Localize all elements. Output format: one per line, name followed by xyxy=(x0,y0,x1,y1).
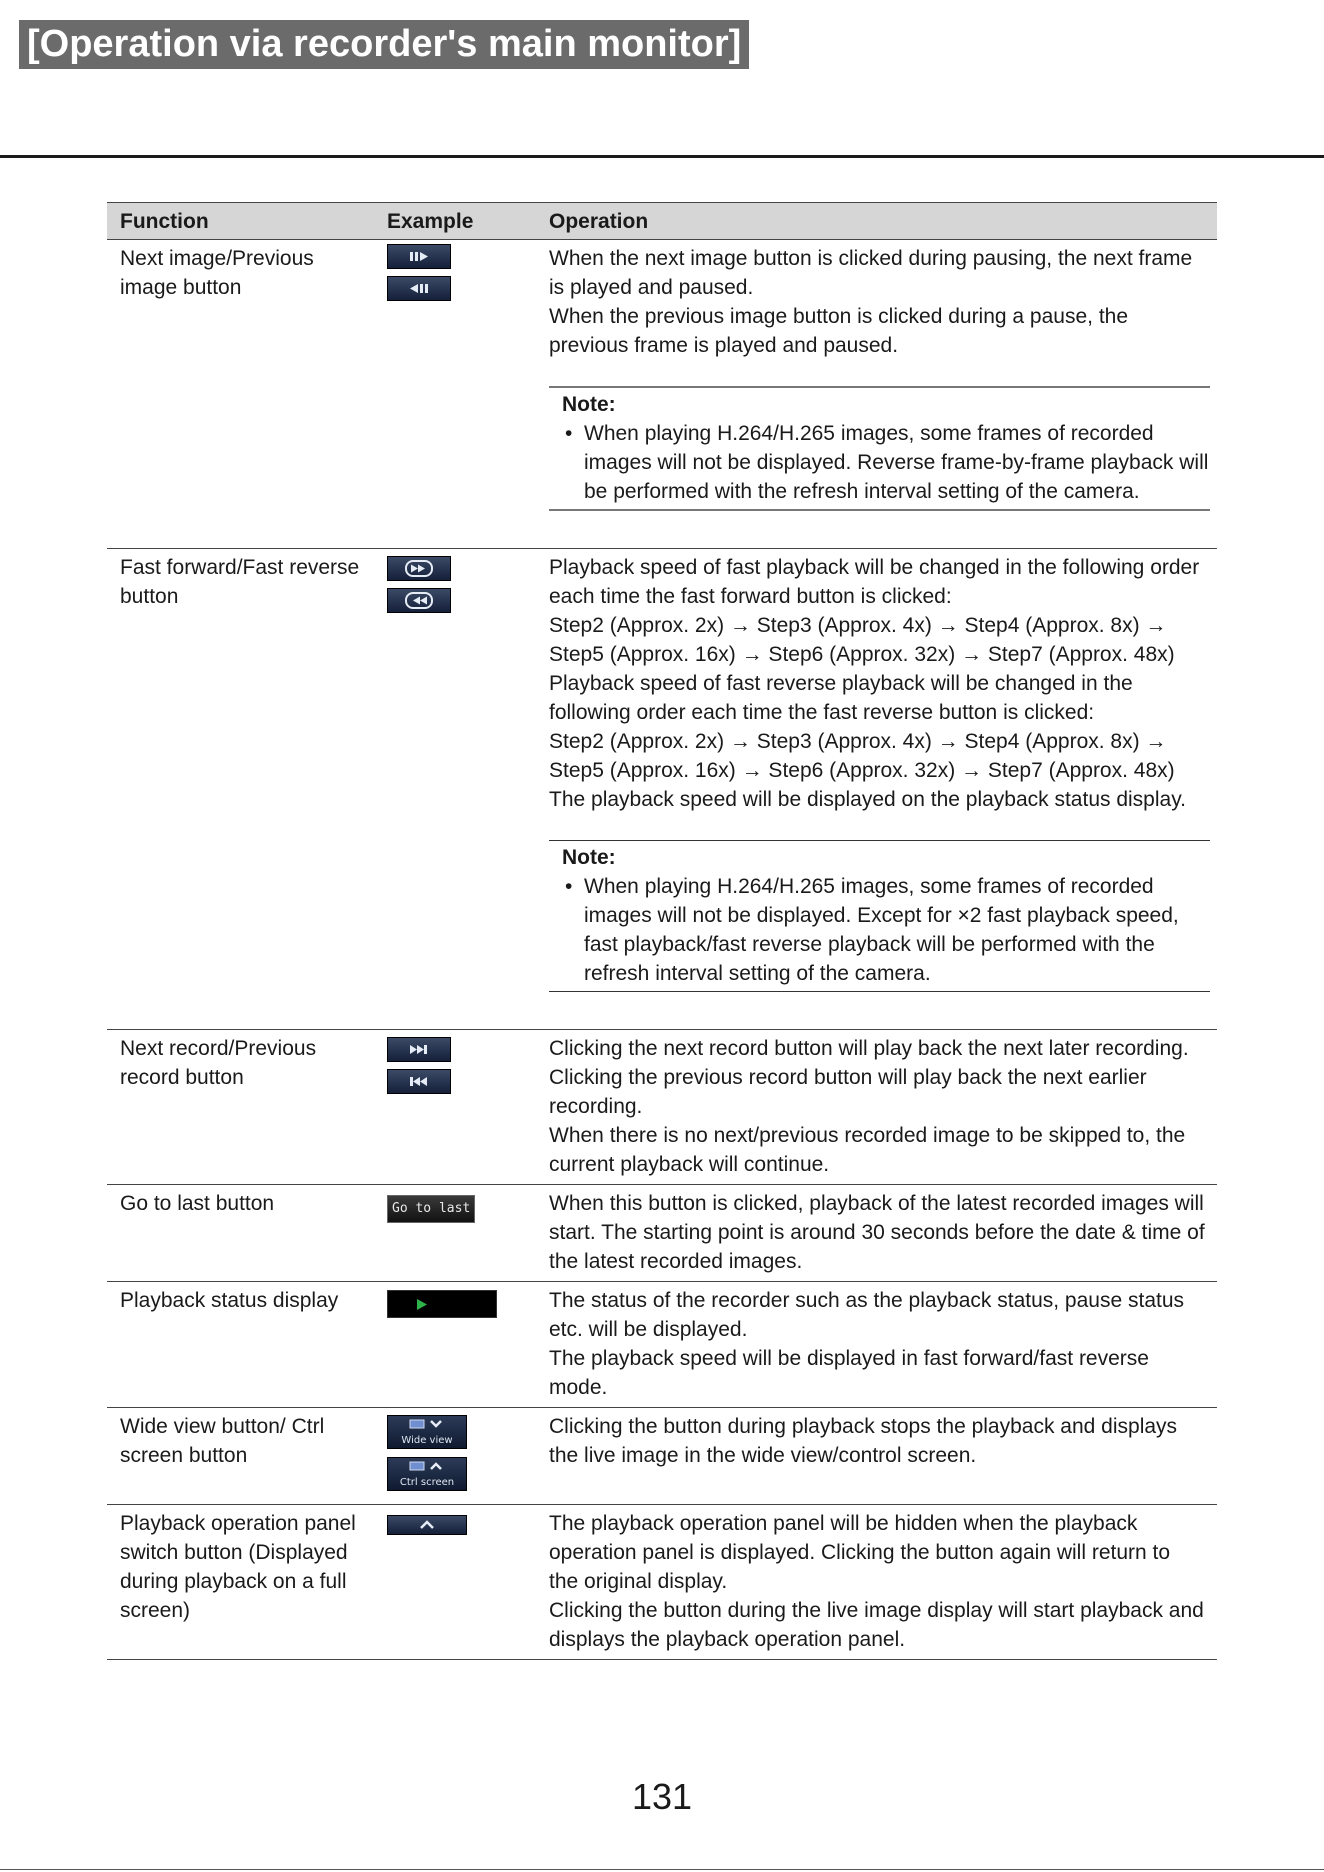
header-example: Example xyxy=(374,203,529,240)
chevron-down-icon xyxy=(388,1416,466,1436)
fast-reverse-icon xyxy=(388,589,450,612)
table-row xyxy=(107,1505,1217,1660)
operation-text: When this button is clicked, playback of the latest recorded images will start. The starting point is around 30 seconds before the date & time of the latest recorded images. xyxy=(549,1192,1205,1273)
example-cell xyxy=(374,1505,529,1660)
table-row xyxy=(107,1030,1217,1185)
operation-text: The playback speed will be displayed in fast forward/fast reverse mode. xyxy=(549,1347,1149,1399)
operation-text: Playback speed of fast playback will be changed in the following order each time the fast forward button is clicked: xyxy=(549,556,1200,608)
operation-text: Clicking the previous record button will play back the next earlier recording. xyxy=(549,1066,1147,1118)
fast-reverse-button[interactable] xyxy=(387,588,451,613)
previous-image-button[interactable] xyxy=(387,276,451,301)
note-item xyxy=(562,872,1210,988)
table-row xyxy=(107,1408,1217,1505)
operation-text: Step2 (Approx. 2x) → Step3 (Approx. 4x) → Step4 (Approx. 8x) → Step5 (Approx. 16x) → Step6 (Approx. 32x) → Step7 (Approx. 48x) xyxy=(549,730,1175,782)
function-cell: Playback operation panel switch button (Displayed during playback on a full screen) xyxy=(107,1505,374,1660)
operation-text: Clicking the next record button will play back the next later recording. xyxy=(549,1037,1189,1060)
operation-text: The playback speed will be displayed on the playback status display. xyxy=(549,788,1186,811)
operation-text: Playback speed of fast reverse playback will be changed in the following order each time the fast reverse button is clicked: xyxy=(549,672,1133,724)
example-cell xyxy=(374,1408,529,1505)
ctrl-screen-label: Ctrl screen xyxy=(399,1477,455,1488)
header-function: Function xyxy=(107,203,374,240)
example-cell xyxy=(374,1030,529,1185)
chevron-up-icon xyxy=(388,1516,466,1534)
example-cell xyxy=(374,549,529,1030)
operation-text: The status of the recorder such as the playback status, pause status etc. will be displayed. xyxy=(549,1289,1185,1341)
example-cell xyxy=(374,1185,529,1282)
function-cell: Playback status display xyxy=(107,1282,374,1408)
header-operation: Operation xyxy=(529,203,1217,240)
note-text: When playing H.264/H.265 images, some frames of recorded images will not be displayed. Reverse frame-by-frame playback will be performed with the refresh interval setting of the camera. xyxy=(584,422,1209,503)
operation-cell xyxy=(529,1505,1217,1660)
example-cell xyxy=(374,1282,529,1408)
note-box xyxy=(549,386,1210,511)
operation-text: Clicking the button during the live image display will start playback and displays the playback operation panel. xyxy=(549,1599,1204,1651)
section-divider xyxy=(0,155,1324,158)
table-row xyxy=(107,240,1217,549)
next-record-button[interactable] xyxy=(387,1037,451,1062)
function-cell: Next record/Previous record button xyxy=(107,1030,374,1185)
table-header-row xyxy=(107,203,1217,240)
skip-next-icon xyxy=(388,1038,450,1061)
note-item xyxy=(562,419,1210,506)
table-row xyxy=(107,1185,1217,1282)
fast-forward-icon xyxy=(388,557,450,580)
function-cell: Wide view button/ Ctrl screen button xyxy=(107,1408,374,1505)
operation-text: The playback operation panel will be hidden when the playback operation panel is displayed. Clicking the button again will return to the original display. xyxy=(549,1512,1171,1593)
fast-forward-button[interactable] xyxy=(387,556,451,581)
bullet-icon: • xyxy=(565,875,573,898)
operation-text: When the previous image button is clicked during a pause, the previous frame is played and paused. xyxy=(549,305,1129,357)
operation-cell xyxy=(529,549,1217,1030)
note-text: When playing H.264/H.265 images, some frames of recorded images will not be displayed. Except for ×2 fast playback speed, fast playback/fast reverse playback will be performed with the refresh interval setting of the camera. xyxy=(584,875,1179,985)
operation-text: Clicking the button during playback stops the playback and displays the live image in the wide view/control screen. xyxy=(549,1415,1178,1467)
function-cell: Next image/Previous image button xyxy=(107,240,374,549)
note-title: Note: xyxy=(562,846,616,869)
page-number: 131 xyxy=(631,1776,693,1817)
operation-text: When the next image button is clicked during pausing, the next frame is played and paused. xyxy=(549,247,1193,299)
playback-status-display xyxy=(387,1290,497,1318)
note-title: Note: xyxy=(562,393,616,416)
operation-cell xyxy=(529,1185,1217,1282)
chevron-up-icon xyxy=(388,1458,466,1478)
function-table xyxy=(107,202,1217,1660)
operation-text: When there is no next/previous recorded image to be skipped to, the current playback will continue. xyxy=(549,1124,1186,1176)
wide-view-label: Wide view xyxy=(401,1435,453,1446)
skip-previous-icon xyxy=(388,1070,450,1093)
step-forward-icon xyxy=(388,245,450,268)
section-title: [Operation via recorder's main monitor] xyxy=(19,20,749,69)
operation-text: Step2 (Approx. 2x) → Step3 (Approx. 4x) → Step4 (Approx. 8x) → Step5 (Approx. 16x) → Step6 (Approx. 32x) → Step7 (Approx. 48x) xyxy=(549,614,1175,666)
panel-switch-button[interactable] xyxy=(387,1515,467,1535)
bullet-icon: • xyxy=(565,422,573,445)
table-row xyxy=(107,549,1217,1030)
table-row xyxy=(107,1282,1217,1408)
operation-cell xyxy=(529,240,1217,549)
operation-cell xyxy=(529,1408,1217,1505)
ctrl-screen-button[interactable] xyxy=(387,1457,467,1491)
example-cell xyxy=(374,240,529,549)
play-icon xyxy=(416,1298,428,1311)
operation-cell xyxy=(529,1030,1217,1185)
previous-record-button[interactable] xyxy=(387,1069,451,1094)
page-bottom-divider xyxy=(0,1869,1324,1870)
go-to-last-button[interactable]: Go to last xyxy=(387,1195,475,1223)
operation-cell xyxy=(529,1282,1217,1408)
wide-view-button[interactable] xyxy=(387,1415,467,1449)
step-back-icon xyxy=(388,277,450,300)
function-cell: Fast forward/Fast reverse button xyxy=(107,549,374,1030)
note-box xyxy=(549,840,1210,992)
function-cell: Go to last button xyxy=(107,1185,374,1282)
next-image-button[interactable] xyxy=(387,244,451,269)
